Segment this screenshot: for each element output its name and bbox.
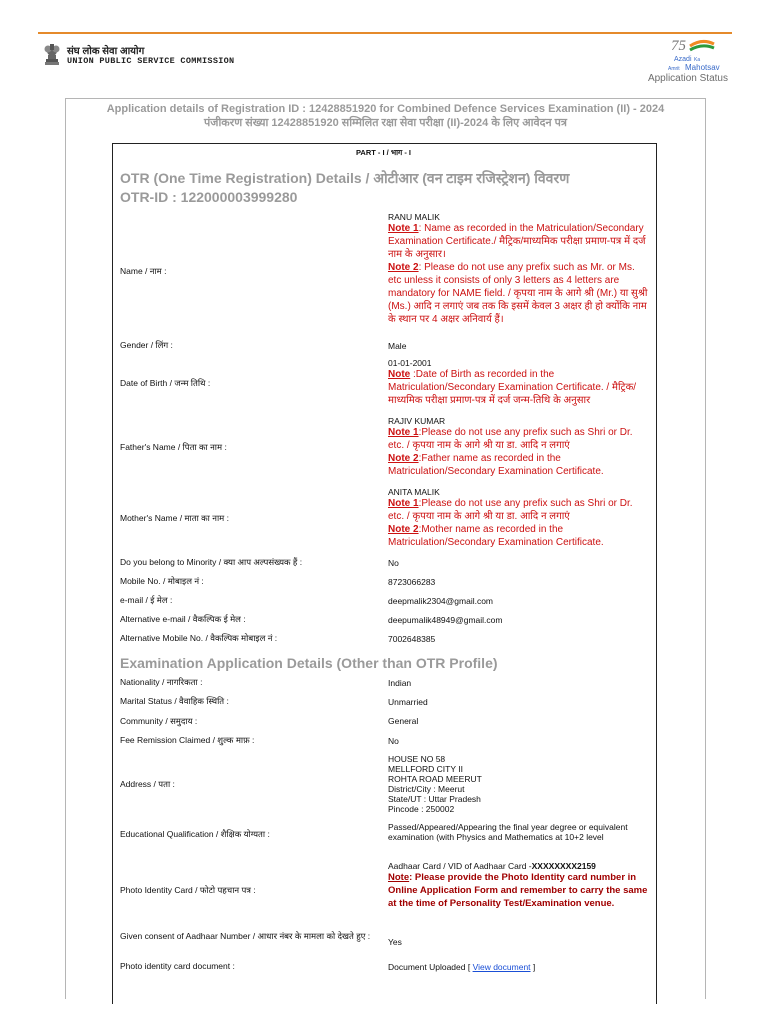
photo-doc-bracket: ] (530, 962, 536, 972)
dob-note-text: :Date of Birth as recorded in the Matriculation/Secondary Examination Certificate. / मैट्रिक/माध्यमिक परीक्षा प्रमाण-पत्र में दर्ज जन्म-तिथि के अनुसार (388, 369, 637, 406)
mother-name-field (388, 487, 650, 549)
alt-mobile-label: Alternative Mobile No. / वैकल्पिक मोबाइल नं : (120, 633, 278, 643)
state-emblem-icon (43, 40, 61, 66)
father-name-value: RAJIV KUMAR (388, 416, 446, 426)
mother-note-2-text: :Mother name as recorded in the Matriculation/Secondary Examination Certificate. (388, 524, 604, 548)
father-note-2-text: :Father name as recorded in the Matriculation/Secondary Examination Certificate. (388, 453, 604, 477)
photo-id-note-text: : Please provide the Photo Identity card number in Online Application Form and remember to carry the same at the time of Personality Test/Examination venue. (388, 872, 648, 909)
name-value: RANU MALIK (388, 212, 440, 222)
address-district: District/City : Meerut (388, 784, 465, 794)
photo-id-number: XXXXXXXX2159 (531, 861, 596, 871)
father-name-label: Father's Name / पिता का नाम : (120, 442, 227, 452)
svg-text:Mahotsav: Mahotsav (685, 63, 720, 72)
mother-name-label: Mother's Name / माता का नाम : (120, 513, 229, 523)
father-note-1-text: :Please do not use any prefix such as Shri or Dr. etc. / कृपया नाम के आगे श्री या डा. आदि न लगाएं (388, 427, 633, 451)
dob-note (388, 368, 650, 407)
photo-doc-value (388, 962, 650, 972)
education-label: Educational Qualification / शैक्षिक योग्यता : (120, 829, 270, 839)
mobile-value: 8723066283 (388, 577, 436, 587)
mother-note-1-text: :Please do not use any prefix such as Shri or Dr. etc. / कृपया नाम के आगे श्री या डा. आदि न लगाएं (388, 498, 633, 522)
application-title-english: Application details of Registration ID : 12428851920 for Combined Defence Services Examination (II) - 2024 (106, 103, 665, 115)
view-document-link[interactable]: View document (472, 962, 531, 972)
address-line-2: MELLFORD CITY II (388, 764, 463, 774)
org-name-hindi: संघ लोक सेवा आयोग (67, 46, 145, 57)
part-heading: PART - I / भाग - I (355, 148, 412, 157)
svg-text:Azadi: Azadi (674, 56, 692, 63)
alt-email-value: deepumalik48949@gmail.com (388, 615, 503, 625)
exam-details-heading: Examination Application Details (Other than OTR Profile) (120, 655, 498, 671)
marital-status-label: Marital Status / वैवाहिक स्थिति : (120, 696, 229, 706)
address-pincode: Pincode : 250002 (388, 804, 455, 814)
name-note-2 (388, 261, 650, 326)
father-note-2 (388, 452, 650, 478)
alt-email-label: Alternative e-mail / वैकल्पिक ई मेल : (120, 614, 246, 624)
org-name-english: UNION PUBLIC SERVICE COMMISSION (67, 56, 235, 66)
otr-heading: OTR (One Time Registration) Details / ओटीआर (वन टाइम रजिस्ट्रेशन) विवरण (120, 170, 570, 186)
photo-id-field (388, 861, 650, 910)
community-label: Community / समुदाय : (120, 716, 198, 726)
gender-value: Male (388, 341, 407, 351)
fee-remission-label: Fee Remission Claimed / शुल्क माफ़ : (120, 735, 255, 745)
name-field (388, 212, 650, 326)
photo-id-label: Photo Identity Card / फोटो पहचान पत्र : (120, 885, 256, 895)
svg-text:75: 75 (671, 38, 686, 54)
email-value: deepmalik2304@gmail.com (388, 596, 494, 606)
nationality-value: Indian (388, 678, 412, 688)
name-note-2-text: : Please do not use any prefix such as Mr. or Ms. etc unless it consists of only 3 letters as 4 letters are mandatory for NAME field. / कृपया नाम के आगे श्री (Mr.) या सुश्री (Ms.) आदि न लगाएं जब तक कि इसमें केवल 3 अक्षर ही हो क्योंकि नाम के स्थान पर 4 अक्षर अनिवार्य हैं। (388, 262, 648, 325)
otr-id: OTR-ID : 122000003999280 (120, 189, 298, 205)
father-note-1 (388, 426, 650, 452)
mother-name-value: ANITA MALIK (388, 487, 440, 497)
minority-value: No (388, 558, 399, 568)
email-label: e-mail / ई मेल : (120, 595, 173, 605)
mother-note-2 (388, 523, 650, 549)
address-line-1: HOUSE NO 58 (388, 754, 446, 764)
address-line-3: ROHTA ROAD MEERUT (388, 774, 482, 784)
application-title (66, 102, 705, 130)
photo-id-note (388, 871, 650, 910)
father-name-field (388, 416, 650, 478)
name-note-1-tag: Note 1 (388, 223, 419, 234)
photo-id-value (388, 861, 650, 871)
address-value (388, 754, 650, 814)
application-status-link[interactable]: Application Status (647, 73, 728, 84)
dob-label: Date of Birth / जन्म तिथि : (120, 378, 211, 388)
azadi-ka-amrit-mahotsav-logo (668, 36, 734, 74)
address-label: Address / पता : (120, 779, 175, 789)
name-note-1 (388, 222, 650, 261)
alt-mobile-value: 7002648385 (388, 634, 436, 644)
marital-status-value: Unmarried (388, 697, 428, 707)
aadhaar-consent-label: Given consent of Aadhaar Number / आधार नंबर के मामला को देखते हुए : (120, 931, 371, 941)
dob-field (388, 358, 650, 407)
dob-value: 01-01-2001 (388, 358, 432, 368)
svg-text:Amrit: Amrit (668, 66, 680, 72)
name-label: Name / नाम : (120, 266, 167, 276)
mother-note-1-tag: Note 1 (388, 498, 419, 509)
mother-note-1 (388, 497, 650, 523)
education-value: Passed/Appeared/Appearing the final year degree or equivalent examination (with Physics and Mathematics at 10+2 level (388, 822, 628, 842)
fee-remission-value: No (388, 736, 399, 746)
mobile-label: Mobile No. / मोबाइल नं : (120, 576, 204, 586)
nationality-label: Nationality / नागरिकता : (120, 677, 203, 687)
photo-id-note-tag: Note (388, 872, 410, 883)
photo-id-type: Aadhaar Card / VID of Aadhaar Card - (388, 861, 532, 871)
address-state: State/UT : Uttar Pradesh (388, 794, 481, 804)
photo-doc-label: Photo identity card document : (120, 961, 235, 971)
name-note-1-text: : Name as recorded in the Matriculation/Secondary Examination Certificate./ मैट्रिक/माध्यमिक परीक्षा प्रमाण-पत्र में दर्ज नाम के अनुसार। (388, 223, 646, 260)
photo-doc-status: Document Uploaded [ (388, 962, 473, 972)
svg-text:Ka: Ka (694, 57, 701, 63)
header-accent-bar (38, 32, 732, 34)
minority-label: Do you belong to Minority / क्या आप अल्पसंख्यक हैं : (120, 557, 303, 567)
name-note-2-tag: Note 2 (388, 262, 419, 273)
application-title-hindi: पंजीकरण संख्या 12428851920 सम्मिलित रक्षा सेवा परीक्षा (II)-2024 के लिए आवेदन पत्र (204, 117, 567, 129)
dob-note-tag: Note (388, 369, 411, 380)
father-note-1-tag: Note 1 (388, 427, 419, 438)
gender-label: Gender / लिंग : (120, 340, 173, 350)
community-value: General (388, 716, 419, 726)
mother-note-2-tag: Note 2 (388, 524, 419, 535)
aadhaar-consent-value: Yes (388, 937, 402, 947)
father-note-2-tag: Note 2 (388, 453, 419, 464)
